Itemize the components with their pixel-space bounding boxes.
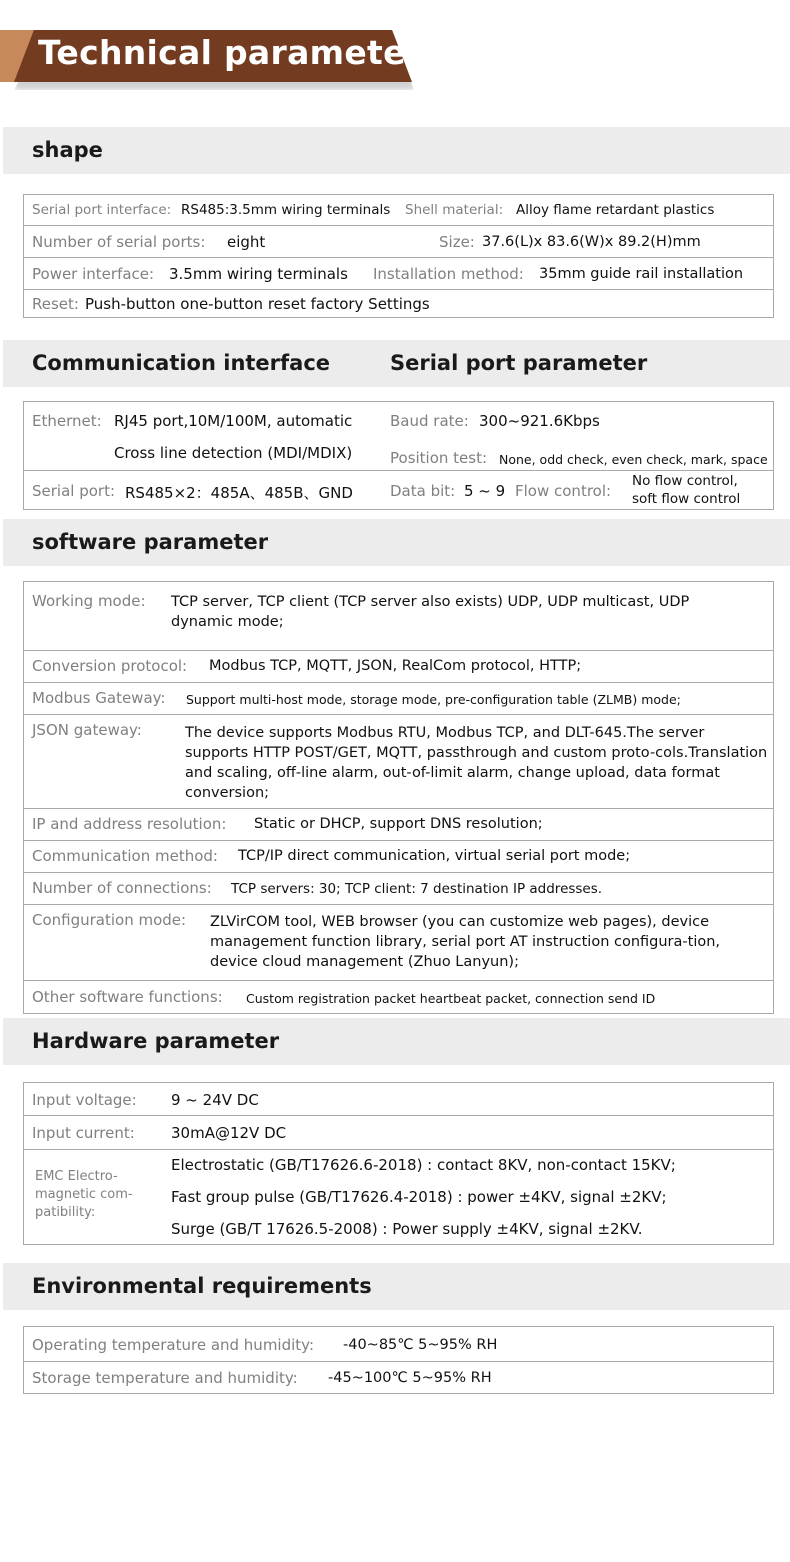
section-title: Communication interface	[32, 351, 331, 375]
field-value: Fast group pulse (GB/T17626.4-2018) : power ±4KV, signal ±2KV;	[171, 1188, 667, 1206]
field-label: Installation method:	[373, 265, 524, 283]
field-value: RJ45 port,10M/100M, automatic	[114, 412, 353, 430]
section-title: shape	[32, 138, 103, 162]
field-value: Electrostatic (GB/T17626.6-2018) : contact 8KV, non-contact 15KV;	[171, 1156, 676, 1174]
field-label: Power interface:	[32, 265, 155, 283]
communication-table	[23, 401, 774, 510]
table-row	[24, 402, 773, 470]
field-value: TCP/IP direct communication, virtual serial port mode;	[238, 848, 631, 864]
section-header-environment	[3, 1263, 790, 1310]
table-row	[24, 682, 773, 715]
table-row	[24, 840, 773, 873]
field-value: -45~100℃ 5~95% RH	[328, 1370, 492, 1386]
section-title: Serial port parameter	[390, 351, 648, 375]
table-row	[24, 289, 773, 318]
field-label: Number of serial ports:	[32, 233, 206, 251]
field-label: Configuration mode:	[32, 911, 187, 929]
table-row	[24, 582, 773, 650]
field-label: Baud rate:	[390, 412, 469, 430]
field-value: eight	[227, 233, 266, 251]
field-value: Push-button one-button reset factory Settings	[85, 295, 430, 313]
field-label: Conversion protocol:	[32, 657, 188, 675]
field-value: 9 ~ 24V DC	[171, 1091, 259, 1109]
field-value: 300~921.6Kbps	[479, 412, 600, 430]
field-value: 30mA@12V DC	[171, 1124, 287, 1142]
table-row	[24, 1361, 773, 1394]
field-value: No flow control,	[632, 473, 738, 489]
field-label: Operating temperature and humidity:	[32, 1336, 315, 1354]
shape-table	[23, 194, 774, 318]
page-title: Technical parameter	[38, 33, 423, 72]
table-row	[24, 714, 773, 809]
field-value: Static or DHCP, support DNS resolution;	[254, 816, 543, 832]
table-row	[24, 1149, 773, 1245]
field-label: Serial port interface:	[32, 202, 172, 218]
table-row	[24, 1327, 773, 1361]
field-label: Working mode:	[32, 592, 146, 610]
section-title: software parameter	[32, 530, 269, 554]
field-value: -40~85℃ 5~95% RH	[343, 1337, 498, 1353]
field-value: soft flow control	[632, 491, 741, 507]
hardware-table	[23, 1082, 774, 1245]
field-label: Reset:	[32, 295, 79, 313]
table-row	[24, 872, 773, 905]
table-row	[24, 650, 773, 683]
field-value: The device supports Modbus RTU, Modbus TCP, and DLT-645.The server supports HTTP POST/GET, MQTT, passthrough and custom proto-cols.Translation and scaling, off-line alarm, out-of-limit alarm, change upload, data format conversion;	[185, 725, 768, 801]
table-row	[24, 257, 773, 290]
software-table	[23, 581, 774, 1014]
field-value: TCP server, TCP client (TCP server also exists) UDP, UDP multicast, UDP dynamic mode;	[171, 594, 690, 630]
field-value: Cross line detection (MDI/MDIX)	[114, 444, 353, 462]
field-value: Surge (GB/T 17626.5-2008) : Power supply ±4KV, signal ±2KV.	[171, 1220, 643, 1238]
section-header-communication	[3, 340, 790, 387]
table-row	[24, 904, 773, 981]
field-value: RS485×2：485A、485B、GND	[125, 484, 353, 502]
field-label: Serial port:	[32, 482, 116, 500]
field-value: Support multi-host mode, storage mode, pre-configuration table (ZLMB) mode;	[186, 692, 681, 707]
field-label: Data bit:	[390, 482, 456, 500]
field-label: Storage temperature and humidity:	[32, 1369, 298, 1387]
section-header-shape	[3, 127, 790, 174]
table-row	[24, 980, 773, 1014]
field-label: Input current:	[32, 1124, 135, 1142]
table-row	[24, 1083, 773, 1115]
field-label: IP and address resolution:	[32, 815, 227, 833]
section-title: Environmental requirements	[32, 1274, 372, 1298]
field-value: 35mm guide rail installation	[539, 266, 744, 282]
field-value: Modbus TCP, MQTT, JSON, RealCom protocol, HTTP;	[209, 658, 582, 674]
field-label: Size:	[439, 233, 475, 251]
table-row	[24, 195, 773, 225]
section-title: Hardware parameter	[32, 1029, 280, 1053]
table-row	[24, 470, 773, 510]
section-header-software	[3, 519, 790, 566]
field-label: JSON gateway:	[32, 721, 142, 739]
field-label: Number of connections:	[32, 879, 212, 897]
field-label: Shell material:	[405, 202, 504, 218]
field-label: Communication method:	[32, 847, 218, 865]
field-label: Ethernet:	[32, 412, 102, 430]
field-value: 3.5mm wiring terminals	[169, 265, 348, 283]
field-label: Input voltage:	[32, 1091, 137, 1109]
field-label: Position test:	[390, 449, 488, 467]
table-row	[24, 225, 773, 258]
field-value: TCP servers: 30; TCP client: 7 destination IP addresses.	[231, 881, 603, 897]
field-label: Flow control:	[515, 482, 612, 500]
field-label: Other software functions:	[32, 988, 223, 1006]
section-header-hardware	[3, 1018, 790, 1065]
table-row	[24, 808, 773, 841]
field-value: 5 ~ 9	[464, 482, 506, 500]
field-value: RS485:3.5mm wiring terminals	[181, 202, 391, 218]
table-row	[24, 1115, 773, 1150]
field-label: EMC Electro-magnetic com-patibility:	[35, 1169, 133, 1220]
field-value: ZLVirCOM tool, WEB browser (you can customize web pages), device management function library, serial port AT instruction configura-tion, device cloud management (Zhuo Lanyun);	[210, 914, 721, 970]
field-value: Alloy flame retardant plastics	[516, 202, 715, 218]
field-label: Modbus Gateway:	[32, 689, 166, 707]
environment-table	[23, 1326, 774, 1394]
field-value: None, odd check, even check, mark, space	[499, 452, 768, 467]
field-value: 37.6(L)x 83.6(W)x 89.2(H)mm	[482, 234, 701, 250]
field-value: Custom registration packet heartbeat packet, connection send ID	[246, 991, 656, 1006]
